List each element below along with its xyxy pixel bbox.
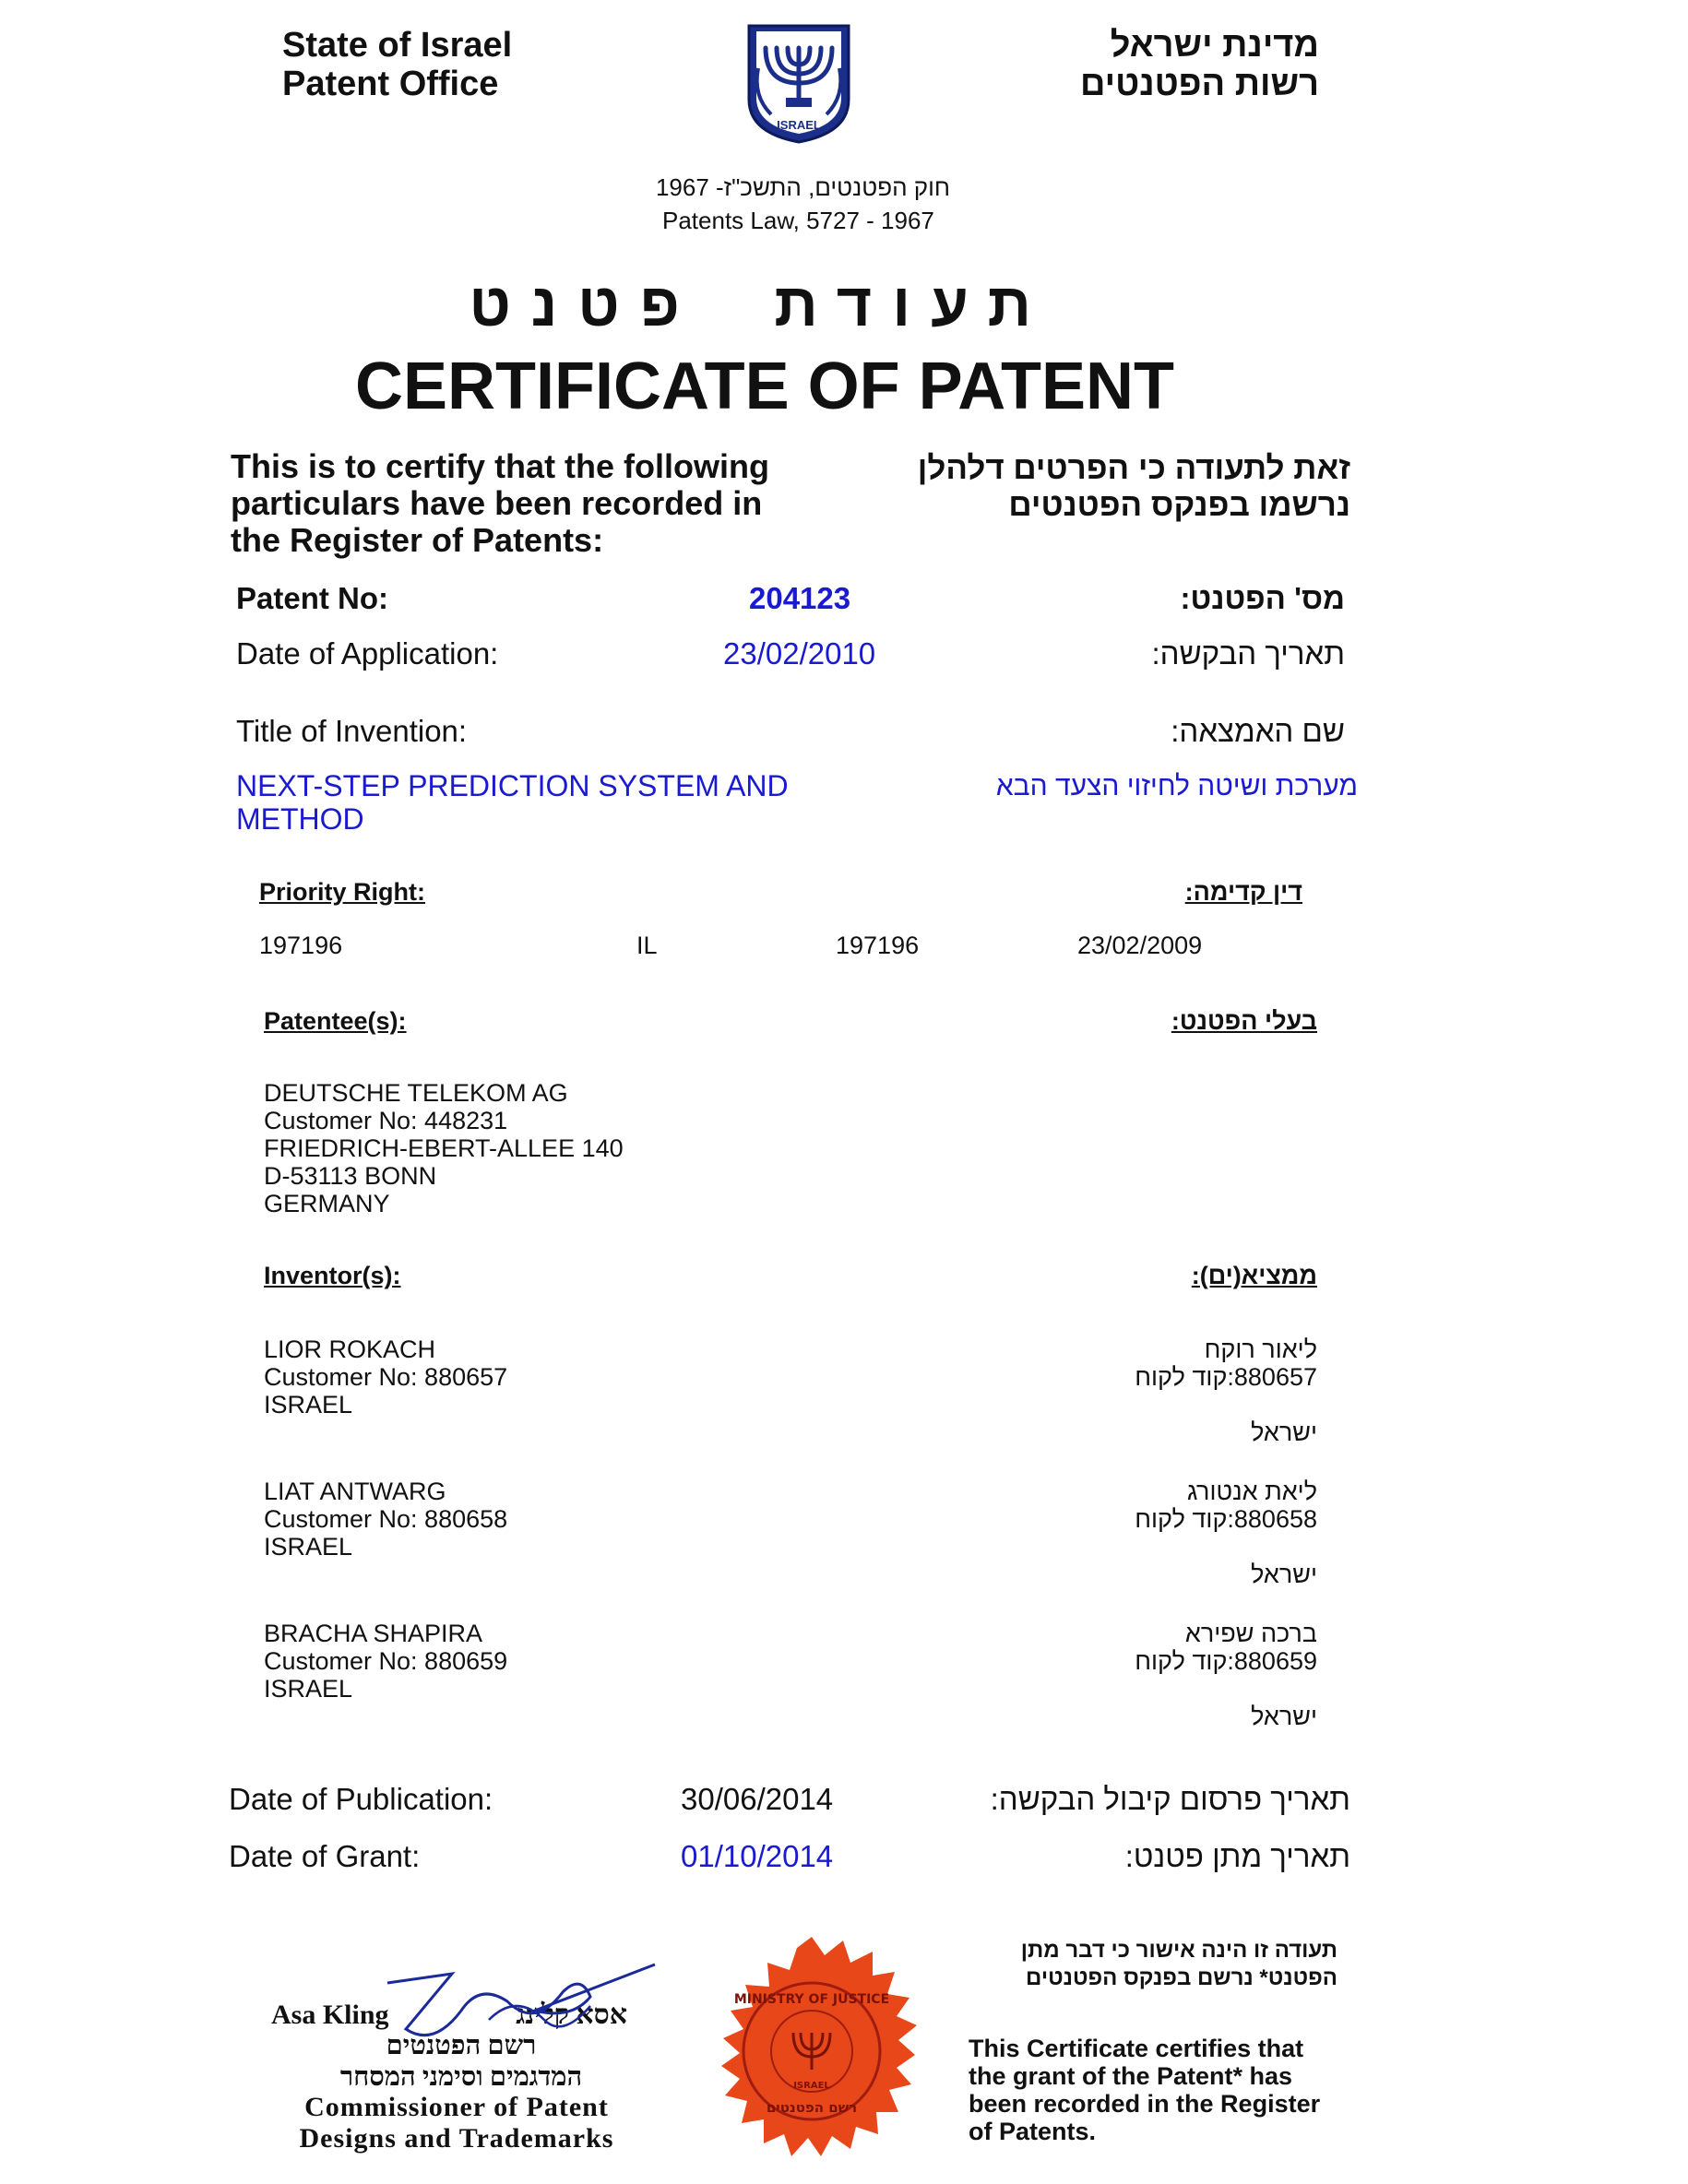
publication-date-label-he: תאריך פרסום קיבול הבקשה: — [990, 1782, 1350, 1816]
office-name-he — [1024, 26, 1319, 103]
inventor-name: BRACHA SHAPIRA — [264, 1620, 483, 1647]
grant-date-label-he: תאריך מתן פטנט: — [1124, 1839, 1350, 1873]
inventor-3-en — [264, 1620, 507, 1703]
inventors-label: Inventor(s): — [264, 1262, 401, 1289]
law-title-he: חוק הפטנטים, התשכ"ז- 1967 — [655, 173, 950, 201]
inventor-name: LIOR ROKACH — [264, 1335, 436, 1363]
application-date-value: 23/02/2010 — [723, 636, 876, 671]
invention-title-label: Title of Invention: — [236, 714, 468, 748]
inventor-country-he: ישראל — [1251, 1418, 1317, 1446]
office-line-2: Patent Office — [282, 65, 499, 103]
inventor-3-he — [1040, 1620, 1317, 1730]
publication-date-value: 30/06/2014 — [681, 1782, 834, 1816]
cert-note-en-line-2: the grant of the Patent* has — [969, 2062, 1293, 2090]
patent-no-label: Patent No: — [236, 581, 388, 615]
patentee-block — [264, 1079, 624, 1217]
signer-name-en: Asa Kling — [271, 2000, 389, 2030]
office-he-line-1: מדינת ישראל — [1110, 26, 1319, 65]
invention-title-en — [236, 769, 789, 836]
cert-note-he-line-1: תעודה זו הינה אישור כי דבר מתן — [1020, 1938, 1337, 1963]
menorah-emblem-icon — [743, 22, 854, 144]
inventor-customer-he: 880658:קוד לקוח — [1135, 1505, 1317, 1533]
office-name-en — [282, 26, 512, 103]
intro-he-line-2: נרשמו בפנקס הפטנטים — [1008, 487, 1350, 523]
priority-number: 197196 — [259, 932, 343, 959]
grant-date-label: Date of Grant: — [229, 1839, 421, 1873]
inventor-name-he: ליאת אנטורג — [1186, 1478, 1317, 1505]
seal-caption: ISRAEL — [793, 2081, 830, 2091]
intro-he-line-1: זאת לתעודה כי הפרטים דלהלן — [917, 450, 1350, 486]
publication-date-label: Date of Publication: — [229, 1782, 493, 1816]
inventor-1-en — [264, 1335, 507, 1418]
inventor-customer: Customer No: 880658 — [264, 1505, 508, 1533]
inventor-customer: Customer No: 880659 — [264, 1647, 508, 1675]
cert-note-en-line-3: been recorded in the Register — [969, 2090, 1321, 2118]
intro-en-line-3: the Register of Patents: — [231, 521, 604, 559]
emblem-caption: ISRAEL — [777, 118, 821, 132]
cert-note-en-line-1: This Certificate certifies that — [969, 2035, 1304, 2062]
inventor-country: ISRAEL — [264, 1675, 353, 1703]
patent-no-label-he: מס' הפטנט: — [1180, 581, 1345, 615]
signer-role-en-2: Designs and Trademarks — [299, 2123, 614, 2154]
signer-role-he-2: המדגמים וסימני המסחר — [339, 2062, 583, 2092]
priority-label-he: דין קדימה: — [1184, 878, 1302, 906]
inventor-name-he: ליאור רוקח — [1204, 1335, 1317, 1363]
patentee-label: Patentee(s): — [264, 1007, 407, 1035]
office-he-line-2: רשות הפטנטים — [1080, 65, 1319, 103]
inventors-label-he: ממציא(ים): — [1191, 1262, 1317, 1289]
office-line-1: State of Israel — [282, 26, 513, 65]
inventor-country: ISRAEL — [264, 1533, 353, 1561]
invention-title-he: מערכת ושיטה לחיזוי הצעד הבא — [995, 771, 1358, 801]
cert-note-he — [950, 1937, 1337, 1992]
ministry-seal-icon — [690, 1935, 933, 2178]
intro-en — [231, 448, 769, 559]
certificate-title-he: תעודת פטנט — [469, 270, 1052, 338]
inventor-customer-he: 880659:קוד לקוח — [1135, 1647, 1317, 1675]
priority-number-2: 197196 — [836, 932, 920, 959]
priority-date: 23/02/2009 — [1077, 932, 1203, 959]
cert-note-he-line-2: הפטנט* נרשם בפנקס הפטנטים — [1026, 1965, 1337, 1990]
seal-text-he: רשם הפטנטים — [766, 2099, 858, 2116]
application-date-label-he: תאריך הבקשה: — [1151, 636, 1345, 671]
inventor-country-he: ישראל — [1251, 1703, 1317, 1730]
priority-label: Priority Right: — [259, 878, 425, 906]
signer-name-he: אסא קלינג — [516, 2000, 627, 2030]
certificate-title-en: CERTIFICATE OF PATENT — [355, 350, 1174, 423]
cert-note-en-line-4: of Patents. — [969, 2118, 1097, 2145]
patentee-city: D-53113 BONN — [264, 1162, 437, 1190]
signer-role-he-1: רשם הפטנטים — [386, 2031, 537, 2060]
inventor-country-he: ישראל — [1251, 1561, 1317, 1588]
patentee-country: GERMANY — [264, 1190, 390, 1217]
intro-en-line-1: This is to certify that the following — [231, 447, 770, 485]
law-title-en: Patents Law, 5727 - 1967 — [662, 207, 934, 234]
patentee-label-he: בעלי הפטנט: — [1171, 1007, 1317, 1035]
intro-he — [871, 450, 1350, 524]
inventor-1-he — [1040, 1335, 1317, 1446]
signature-scribble-icon — [351, 1955, 664, 2057]
inventor-customer: Customer No: 880657 — [264, 1363, 508, 1391]
inventor-country: ISRAEL — [264, 1391, 353, 1418]
inventor-name-he: ברכה שפירא — [1184, 1620, 1317, 1647]
patentee-street: FRIEDRICH-EBERT-ALLEE 140 — [264, 1134, 624, 1162]
invention-title-line-1: NEXT-STEP PREDICTION SYSTEM AND — [236, 769, 789, 802]
inventor-2-he — [1040, 1478, 1317, 1588]
inventor-name: LIAT ANTWARG — [264, 1478, 446, 1505]
invention-title-label-he: שם האמצאה: — [1171, 714, 1345, 748]
inventor-2-en — [264, 1478, 507, 1561]
application-date-label: Date of Application: — [236, 636, 499, 671]
cert-note-en — [969, 2035, 1320, 2145]
grant-date-value: 01/10/2014 — [681, 1839, 834, 1873]
invention-title-line-2: METHOD — [236, 802, 364, 836]
intro-en-line-2: particulars have been recorded in — [231, 484, 763, 522]
patent-no-value: 204123 — [749, 581, 851, 615]
seal-text: MINISTRY OF JUSTICE — [733, 1992, 890, 2007]
priority-country: IL — [636, 932, 658, 959]
patentee-name: DEUTSCHE TELEKOM AG — [264, 1079, 568, 1107]
patentee-customer: Customer No: 448231 — [264, 1107, 508, 1134]
inventor-customer-he: 880657:קוד לקוח — [1135, 1363, 1317, 1391]
signer-role-en-1: Commissioner of Patent — [304, 2092, 609, 2122]
